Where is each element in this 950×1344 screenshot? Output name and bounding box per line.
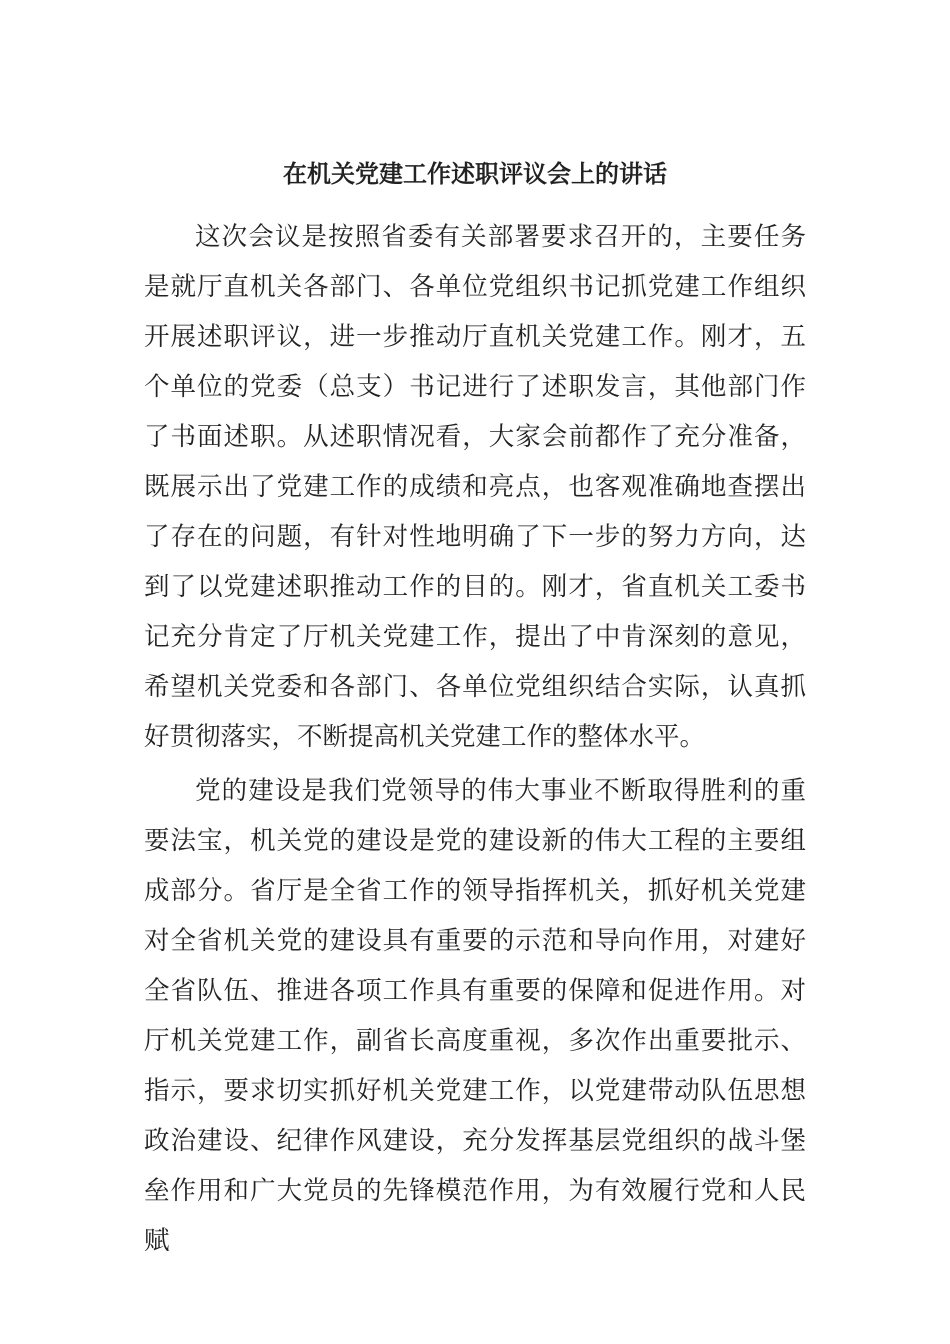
document-body bbox=[144, 212, 806, 1266]
paragraph: 这次会议是按照省委有关部署要求召开的，主要任务是就厅直机关各部门、各单位党组织书记抓党建工作组织开展述职评议，进一步推动厅直机关党建工作。刚才，五个单位的党委（总支）书记进行了述职发言，其他部门作了书面述职。从述职情况看，大家会前都作了充分准备，既展示出了党建工作的成绩和亮点，也客观准确地查摆出了存在的问题，有针对性地明确了下一步的努力方向，达到了以党建述职推动工作的目的。刚才，省直机关工委书记充分肯定了厅机关党建工作，提出了中肯深刻的意见，希望机关党委和各部门、各单位党组织结合实际，认真抓好贯彻落实，不断提高机关党建工作的整体水平。 bbox=[144, 222, 806, 752]
document-title: 在机关党建工作述职评议会上的讲话 bbox=[283, 160, 667, 188]
paragraph: 党的建设是我们党领导的伟大事业不断取得胜利的重要法宝，机关党的建设是党的建设新的伟大工程的主要组成部分。省厅是全省工作的领导指挥机关，抓好机关党建对全省机关党的建设具有重要的示范和导向作用，对建好全省队伍、推进各项工作具有重要的保障和促进作用。对厅机关党建工作，副省长高度重视，多次作出重要批示、指示，要求切实抓好机关党建工作，以党建带动队伍思想政治建设、纪律作风建设，充分发挥基层党组织的战斗堡垒作用和广大党员的先锋模范作用，为有效履行党和人民赋 bbox=[144, 776, 806, 1256]
